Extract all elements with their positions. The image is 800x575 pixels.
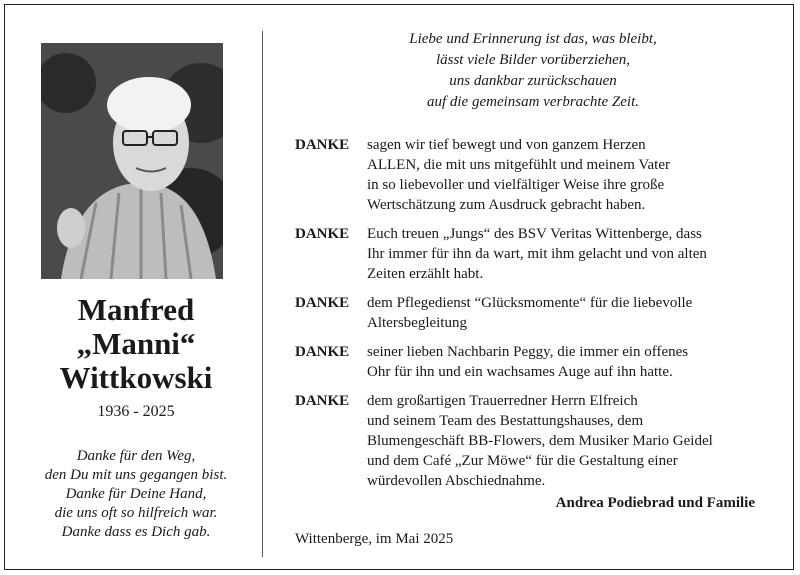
thanks-entry <box>295 224 781 284</box>
right-poem <box>275 29 791 113</box>
thanks-line: Euch treuen „Jungs“ des BSV Veritas Wittenberge, dass <box>367 226 702 242</box>
thanks-text <box>367 391 781 491</box>
life-years: 1936 - 2025 <box>97 403 175 420</box>
right-poem-line: auf die gemeinsam verbrachte Zeit. <box>426 94 640 110</box>
thanks-entry <box>295 342 781 382</box>
thanks-line: Wertschätzung zum Ausdruck gebracht haben. <box>367 197 646 213</box>
thanks-line: in so liebevoller und vielfältiger Weise ihre große <box>367 177 665 193</box>
portrait-photo <box>41 43 223 279</box>
thanks-line: Altersbegleitung <box>367 315 467 331</box>
left-poem-line: Danke dass es Dich gab. <box>61 524 211 540</box>
right-poem-line: lässt viele Bilder vorüberziehen, <box>435 52 631 68</box>
thanks-entry <box>295 135 781 215</box>
thanks-entry <box>295 391 781 491</box>
thanks-entry <box>295 293 781 333</box>
thanks-keyword: DANKE <box>295 226 350 242</box>
thanks-line: und dem Café „Zur Möwe“ für die Gestaltung einer <box>367 453 678 469</box>
thanks-line: sagen wir tief bewegt und von ganzem Herzen <box>367 137 646 153</box>
thanks-text <box>367 342 781 382</box>
thanks-list <box>295 135 781 500</box>
right-poem-line: Liebe und Erinnerung ist das, was bleibt, <box>409 31 657 47</box>
thanks-line: würdevollen Abschiednahme. <box>367 473 546 489</box>
thanks-text <box>367 135 781 215</box>
thanks-keyword: DANKE <box>295 137 350 153</box>
left-poem-line: die uns oft so hilfreich war. <box>54 505 218 521</box>
thanks-line: Zeiten erzählt habt. <box>367 266 484 282</box>
portrait-image <box>41 43 223 279</box>
deceased-first-name: Manfred <box>77 292 195 327</box>
right-poem-line: uns dankbar zurückschauen <box>449 73 617 89</box>
thanks-line: Blumengeschäft BB-Flowers, dem Musiker Mario Geidel <box>367 433 713 449</box>
thanks-line: dem Pflegedienst “Glücksmomente“ für die liebevolle <box>367 295 693 311</box>
thanks-keyword: DANKE <box>295 393 350 409</box>
obituary-notice <box>4 4 794 570</box>
thanks-line: und seinem Team des Bestattungshauses, dem <box>367 413 644 429</box>
left-poem-line: Danke für Deine Hand, <box>65 486 207 502</box>
thanks-line: seiner lieben Nachbarin Peggy, die immer ein offenes <box>367 344 689 360</box>
deceased-nickname: „Manni“ <box>76 326 196 361</box>
left-poem <box>5 447 267 542</box>
right-column <box>275 5 785 569</box>
left-poem-line: den Du mit uns gegangen bist. <box>44 467 228 483</box>
thanks-keyword: DANKE <box>295 295 350 311</box>
column-divider <box>262 31 263 557</box>
thanks-line: ALLEN, die mit uns mitgefühlt und meinem Vater <box>367 157 671 173</box>
thanks-line: dem großartigen Trauerredner Herrn Elfreich <box>367 393 638 409</box>
signature: Andrea Podiebrad und Familie <box>555 495 755 511</box>
thanks-text <box>367 224 781 284</box>
deceased-last-name: Wittkowski <box>59 360 213 395</box>
place-date: Wittenberge, im Mai 2025 <box>295 531 454 547</box>
thanks-text <box>367 293 781 333</box>
left-column <box>5 5 267 569</box>
thanks-line: Ihr immer für ihn da wart, mit ihm gelacht und von alten <box>367 246 707 262</box>
thanks-line: Ohr für ihn und ein wachsames Auge auf ihn hatte. <box>367 364 673 380</box>
left-poem-line: Danke für den Weg, <box>76 448 196 464</box>
thanks-keyword: DANKE <box>295 344 350 360</box>
